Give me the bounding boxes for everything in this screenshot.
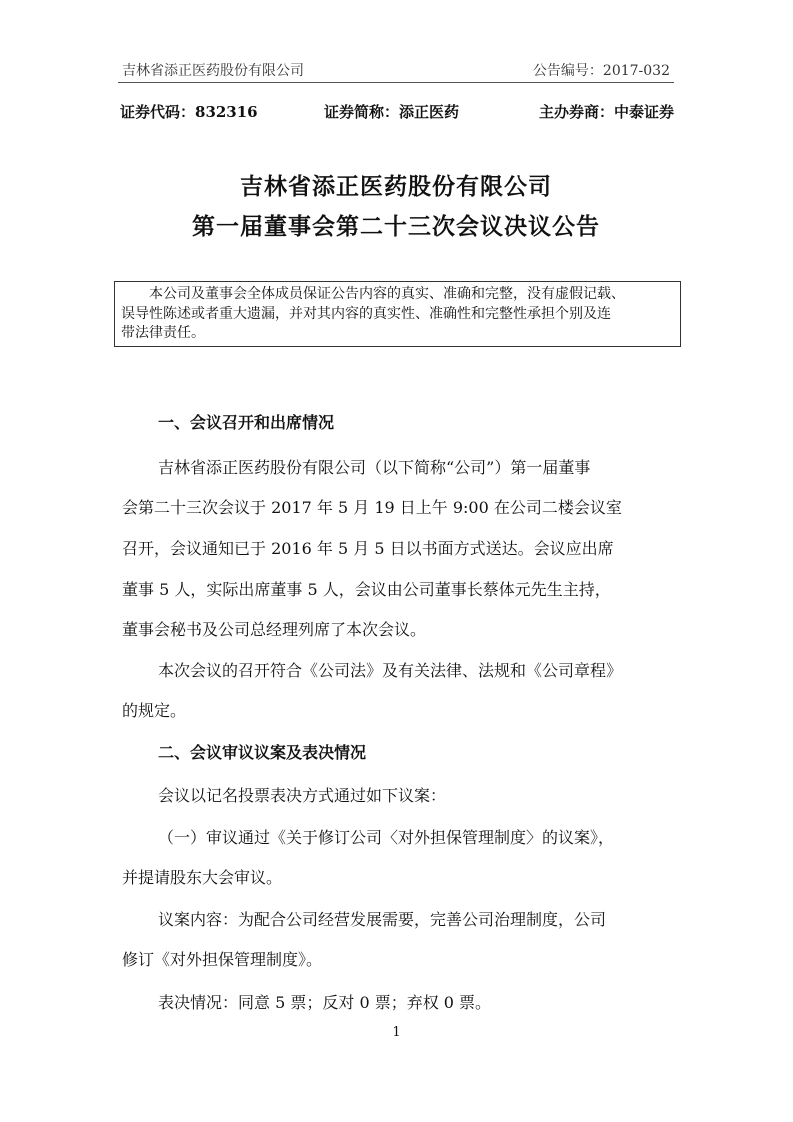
disclaimer-line-2: 误导性陈述或者重大遗漏，并对其内容的真实性、准确性和完整性承担个别及连 — [121, 305, 611, 322]
section-1-heading: 一、会议召开和出席情况 — [158, 413, 335, 432]
disclaimer-line-3: 带法律责任。 — [121, 325, 205, 341]
section-1-para-1-line-1: 吉林省添正医药股份有限公司（以下简称“公司”）第一届董事 — [158, 458, 591, 477]
header-company: 吉林省添正医药股份有限公司 — [122, 63, 304, 79]
motion-content-line-2: 修订《对外担保管理制度》。 — [122, 950, 323, 969]
sponsor-broker: 主办券商：中泰证券 — [538, 103, 674, 121]
section-1-para-1-line-5: 董事会秘书及公司总经理列席了本次会议。 — [122, 620, 427, 639]
security-code: 证券代码：832316 — [120, 103, 258, 121]
title-line-1: 吉林省添正医药股份有限公司 — [240, 173, 552, 200]
section-1-para-2-line-1: 本次会议的召开符合《公司法》及有关法律、法规和《公司章程》 — [158, 661, 623, 680]
disclaimer-box — [114, 281, 681, 347]
motion-content-line-1: 议案内容：为配合公司经营发展需要，完善公司治理制度，公司 — [158, 910, 607, 929]
section-2-intro: 会议以记名投票表决方式通过如下议案： — [158, 786, 447, 805]
title-line-2: 第一届董事会第二十三次会议决议公告 — [192, 213, 600, 240]
section-1-para-2-line-2: 的规定。 — [122, 701, 187, 720]
page-number: 1 — [392, 1025, 401, 1040]
disclaimer-line-1: 本公司及董事会全体成员保证公告内容的真实、准确和完整，没有虚假记载、 — [149, 286, 625, 302]
motion-1-line-2: 并提请股东大会审议。 — [122, 868, 283, 887]
section-1-para-1-line-2: 会第二十三次会议于 2017 年 5 月 19 日上午 9:00 在公司二楼会议室 — [122, 498, 622, 517]
page-header — [118, 56, 674, 83]
security-short-name: 证券简称：添正医药 — [324, 103, 460, 121]
header-notice-number: 公告编号：2017-032 — [532, 63, 670, 79]
security-info-row — [118, 101, 674, 125]
motion-1-line-1: （一）审议通过《关于修订公司〈对外担保管理制度〉的议案》， — [158, 828, 615, 847]
section-2-heading: 二、会议审议议案及表决情况 — [158, 743, 367, 762]
section-1-para-1-line-3: 召开，会议通知已于 2016 年 5 月 5 日以书面方式送达。会议应出席 — [122, 539, 614, 558]
vote-result: 表决情况：同意 5 票；反对 0 票；弃权 0 票。 — [158, 993, 492, 1012]
section-1-para-1-line-4: 董事 5 人，实际出席董事 5 人，会议由公司董事长蔡体元先生主持， — [122, 580, 611, 599]
